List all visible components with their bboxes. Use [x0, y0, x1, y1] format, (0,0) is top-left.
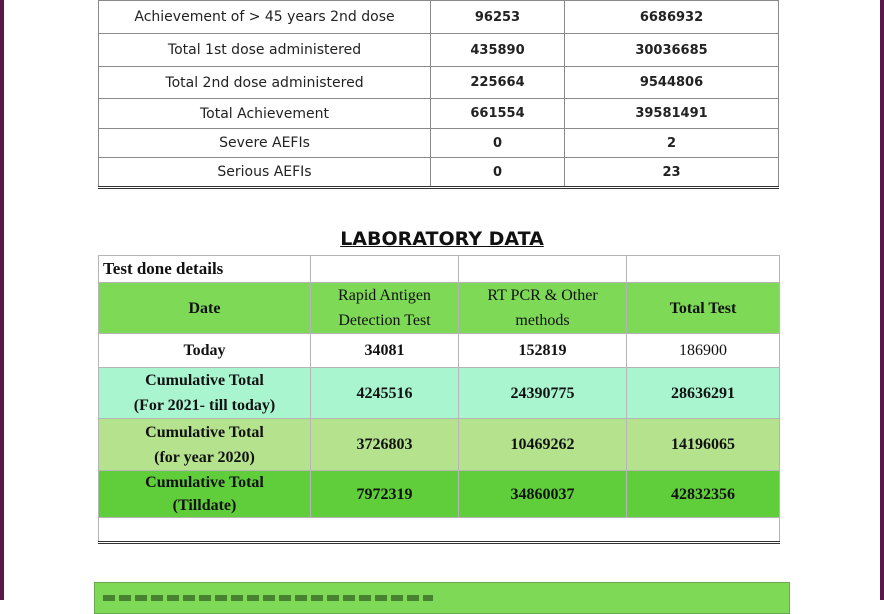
row-label-line2: (for year 2020)	[154, 448, 255, 466]
table-row	[99, 334, 780, 368]
today-value: 96253	[431, 1, 565, 34]
vaccination-table	[98, 0, 779, 189]
table-row-blank	[99, 518, 780, 543]
cumulative-value: 30036685	[565, 34, 779, 67]
table-row	[99, 1, 779, 34]
caption-row	[99, 256, 780, 283]
row-label: Achievement of > 45 years 2nd dose	[99, 1, 431, 34]
table-row	[99, 471, 780, 518]
total-value: 28636291	[627, 368, 780, 419]
cumulative-value: 39581491	[565, 99, 779, 129]
total-value: 14196065	[627, 419, 780, 471]
rapid-value: 4245516	[311, 368, 459, 419]
total-value: 186900	[627, 334, 780, 368]
header-rapid-line1: Rapid Antigen	[338, 287, 431, 304]
today-value: 661554	[431, 99, 565, 129]
row-label: Severe AEFIs	[99, 129, 431, 158]
row-label	[99, 419, 311, 471]
row-label-line1: Cumulative Total	[145, 372, 264, 389]
today-value: 435890	[431, 34, 565, 67]
cumulative-value: 23	[565, 158, 779, 188]
table-row	[99, 419, 780, 471]
row-label: Today	[99, 334, 311, 368]
row-label-line1: Cumulative Total	[145, 423, 264, 441]
header-rapid-antigen	[311, 283, 459, 334]
rapid-value: 3726803	[311, 419, 459, 471]
table-row	[99, 158, 779, 188]
row-label: Total Achievement	[99, 99, 431, 129]
today-value: 0	[431, 158, 565, 188]
row-label	[99, 368, 311, 419]
row-label: Total 2nd dose administered	[99, 67, 431, 99]
today-value: 225664	[431, 67, 565, 99]
rapid-value: 34081	[311, 334, 459, 368]
lab-title-text: LABORATORY DATA	[340, 228, 544, 250]
cumulative-value: 9544806	[565, 67, 779, 99]
cut-off-heading	[103, 595, 433, 601]
cumulative-value: 6686932	[565, 1, 779, 34]
row-label-line2: (Tilldate)	[172, 497, 237, 514]
table-row	[99, 368, 780, 419]
table-row	[99, 34, 779, 67]
next-section-box	[94, 582, 790, 614]
rtpcr-value: 34860037	[459, 471, 627, 518]
header-row	[99, 283, 780, 334]
row-label: Serious AEFIs	[99, 158, 431, 188]
header-rtpcr-line2: methods	[515, 312, 570, 329]
row-label: Total 1st dose administered	[99, 34, 431, 67]
header-rtpcr	[459, 283, 627, 334]
table-row	[99, 67, 779, 99]
rapid-value: 7972319	[311, 471, 459, 518]
cumulative-value: 2	[565, 129, 779, 158]
section-title	[0, 228, 884, 250]
rtpcr-value: 24390775	[459, 368, 627, 419]
total-value: 42832356	[627, 471, 780, 518]
rtpcr-value: 10469262	[459, 419, 627, 471]
rtpcr-value: 152819	[459, 334, 627, 368]
row-label	[99, 471, 311, 518]
header-total-test: Total Test	[627, 283, 780, 334]
row-label-line1: Cumulative Total	[145, 474, 264, 491]
page-frame-left	[0, 0, 4, 600]
today-value: 0	[431, 129, 565, 158]
header-date: Date	[99, 283, 311, 334]
laboratory-table	[98, 255, 780, 544]
row-label-line2: (For 2021- till today)	[133, 397, 276, 414]
header-rtpcr-line1: RT PCR & Other	[487, 287, 598, 304]
table-row	[99, 99, 779, 129]
table-caption: Test done details	[99, 256, 311, 283]
page-frame-right	[880, 0, 884, 600]
header-rapid-line2: Detection Test	[338, 312, 431, 329]
table-row	[99, 129, 779, 158]
